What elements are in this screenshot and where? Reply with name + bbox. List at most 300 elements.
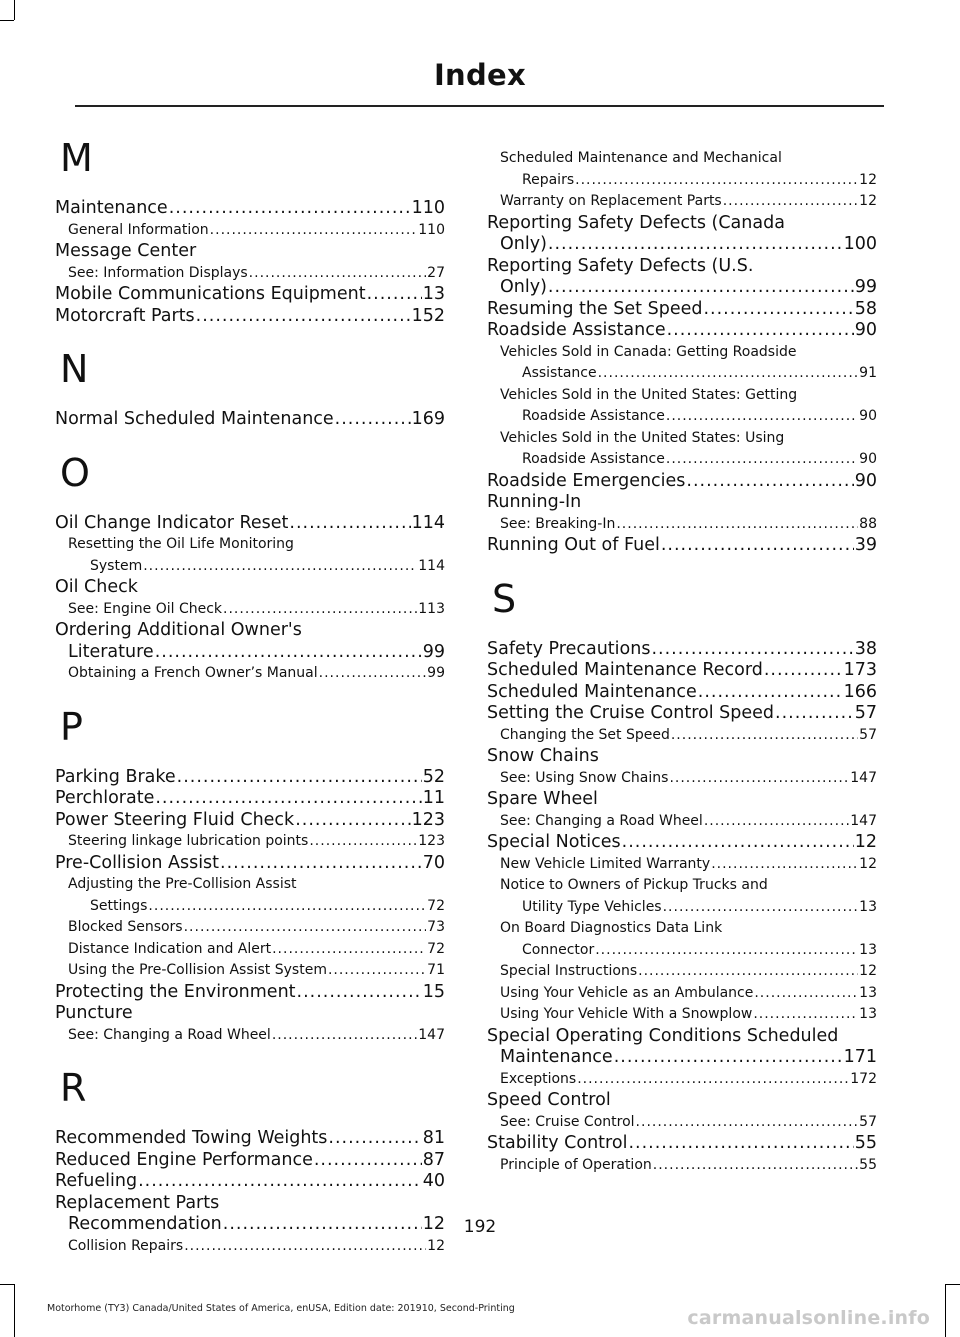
entry-term: Ordering Additional Owner's [55,620,302,640]
entry-page-number: 173 [843,660,877,680]
leader-dots [628,1133,853,1155]
leader-dots [548,277,854,299]
index-subentry [487,1069,877,1091]
entry-page-number: 57 [859,1113,877,1130]
leader-dots [249,263,427,285]
leader-dots [328,960,426,982]
section-letter: S [492,576,517,621]
index-subentry [487,1155,877,1177]
index-entry [487,213,877,256]
entry-page-number: 123 [418,833,445,849]
index-subentry [55,831,445,853]
entry-line [487,1026,877,1048]
section-letter: M [60,136,93,180]
entry-line [487,1047,877,1069]
leader-dots [669,768,849,790]
entry-term: Vehicles Sold in the United States: Getting [500,386,798,403]
entry-page-number: 13 [422,284,445,304]
entry-line [487,213,877,235]
leader-dots [616,514,858,536]
entry-term: Collision Repairs [68,1237,184,1254]
index-entry [55,1150,445,1172]
index-entry [55,853,445,875]
leader-dots [753,1004,858,1026]
crop-mark [14,0,15,20]
entry-term: Recommendation [68,1214,222,1234]
entry-line [55,241,445,263]
index-subentry [487,961,877,983]
index-entry [55,620,445,663]
leader-dots [210,220,418,242]
entry-page-number: 12 [859,193,877,209]
index-entry [55,241,445,263]
entry-page-number: 152 [411,305,445,326]
entry-term: Roadside Assistance [522,451,665,467]
leader-dots [661,535,854,557]
entry-page-number: 166 [843,681,877,702]
index-subentry [55,1236,445,1258]
entry-line [500,1112,877,1134]
leader-dots [295,810,410,832]
index-entry [55,577,445,599]
entry-term: Using the Pre-Collision Assist System [68,962,327,978]
page-number: 192 [463,1217,497,1237]
leader-dots [309,831,417,853]
section-letter: O [60,450,90,495]
entry-page-number: 13 [859,898,877,915]
entry-term: Running Out of Fuel [487,535,660,555]
entry-term: Literature [68,641,154,662]
entry-page-number: 81 [422,1128,445,1148]
entry-line [500,428,877,450]
index-entry [487,1133,877,1155]
index-entry [487,535,877,557]
index-entry [487,703,877,725]
entry-line [487,299,877,321]
index-subentry [487,875,877,918]
entry-line [500,875,877,897]
index-entry [487,299,877,321]
leader-dots [184,1236,426,1258]
index-subentry [55,960,445,982]
entry-page-number: 38 [854,638,877,659]
entry-line [55,513,445,535]
entry-term: Vehicles Sold in the United States: Using [500,429,785,446]
index-entry [487,1026,877,1069]
entry-term: See: Breaking-In [500,515,616,532]
entry-line [500,725,877,747]
entry-term: Mobile Communications Equipment [55,284,366,304]
index-entry [487,789,877,811]
entry-page-number: 27 [427,264,445,281]
index-entry [487,832,877,854]
entry-line [500,1004,877,1026]
entry-term: See: Engine Oil Check [68,600,223,617]
entry-term: Resetting the Oil Life Monitoring [68,536,294,552]
entry-page-number: 110 [411,198,445,218]
entry-line [55,577,445,599]
leader-dots [314,1150,422,1172]
entry-page-number: 39 [854,535,877,555]
index-entry [55,513,445,535]
leader-dots [764,660,843,682]
leader-dots [155,642,422,664]
index-entry [487,256,877,299]
entry-line [500,768,877,790]
entry-term: Power Steering Fluid Check [55,809,295,830]
section-letter: R [60,1066,87,1110]
index-subentry [487,768,877,790]
index-entry [55,1171,445,1193]
index-entry [55,306,445,328]
index-subentry [55,663,445,685]
entry-term: Steering linkage lubrication points [68,833,309,849]
entry-page-number: 88 [859,515,877,532]
leader-dots [297,982,422,1004]
entry-term: Warranty on Replacement Parts [500,193,722,209]
crop-mark [0,20,14,21]
entry-page-number: 114 [411,512,445,533]
entry-term: See: Information Displays [68,264,248,281]
entry-page-number: 12 [854,832,877,852]
leader-dots [155,788,421,810]
entry-line [487,535,877,557]
entry-page-number: 72 [427,897,445,914]
entry-term: Oil Check [55,577,138,597]
entry-term: Message Center [55,241,197,261]
entry-line [487,746,877,768]
entry-term: Motorcraft Parts [55,305,195,326]
entry-term: Using Your Vehicle as an Ambulance [500,984,754,1001]
crop-mark [0,1284,14,1285]
crop-mark [946,1284,960,1285]
entry-line [55,810,445,832]
leader-dots [169,198,411,220]
entry-line [500,385,877,407]
leader-dots [667,320,854,342]
entry-line [487,660,877,682]
entry-term: General Information [68,221,209,238]
entry-line [55,1128,445,1150]
leader-dots [723,191,858,213]
entry-line [68,263,445,285]
entry-term: On Board Diagnostics Data Link [500,920,723,936]
crop-mark [945,1284,946,1337]
leader-dots [220,853,422,875]
leader-dots [686,471,853,493]
index-subentry [487,342,877,385]
index-subentry [487,1112,877,1134]
entry-page-number: 12 [427,1237,445,1254]
entry-term: Spare Wheel [487,789,598,809]
leader-dots [704,811,849,833]
entry-page-number: 172 [850,1070,877,1087]
index-entry [487,492,877,514]
entry-term: Stability Control [487,1133,628,1153]
leader-dots [148,896,426,918]
index-subentry [487,191,877,213]
entry-page-number: 55 [859,1156,877,1173]
entry-page-number: 91 [859,365,877,381]
index-subentry [487,725,877,747]
entry-page-number: 99 [427,665,445,681]
leader-dots [184,917,427,939]
index-entry [487,471,877,493]
entry-page-number: 171 [843,1047,877,1067]
entry-line [500,897,877,919]
leader-dots [711,854,858,876]
index-subentry [487,148,877,191]
entry-term: Pre-Collision Assist [55,852,220,873]
entry-page-number: 11 [422,788,445,808]
index-entry [487,746,877,768]
entry-line [487,832,877,854]
entry-term: Roadside Assistance [487,320,666,340]
index-entry [55,1128,445,1150]
leader-dots [614,1047,843,1069]
entry-line [487,703,877,725]
page-title: Index [433,58,527,92]
entry-line [68,896,445,918]
entry-line [55,853,445,875]
entry-term: Connector [522,941,595,958]
index-column-right [487,148,877,1176]
leader-dots [598,363,859,385]
index-subentry [487,1004,877,1026]
entry-line [487,682,877,704]
index-entry [55,284,445,306]
entry-term: Obtaining a French Owner’s Manual [68,665,318,681]
entry-term: Adjusting the Pre-Collision Assist [68,876,297,892]
entry-line [500,983,877,1005]
leader-dots [575,170,858,192]
leader-dots [666,406,858,428]
entry-line [500,961,877,983]
index-subentry [55,599,445,621]
entry-term: Settings [90,897,148,914]
leader-dots [663,897,859,919]
entry-page-number: 58 [854,298,877,319]
entry-line [68,917,445,939]
watermark: carmanualsonline.info [687,1307,930,1329]
entry-line [55,1171,445,1193]
entry-term: Running-In [487,492,582,512]
leader-dots [703,299,853,321]
entry-line [500,449,877,471]
entry-page-number: 123 [411,809,445,830]
index-entry [487,639,877,661]
entry-page-number: 12 [859,963,877,979]
leader-dots [651,639,853,661]
entry-page-number: 71 [427,962,445,978]
leader-dots [754,983,858,1005]
entry-term: Maintenance [500,1047,613,1067]
entry-line [487,277,877,299]
entry-page-number: 72 [427,940,445,957]
entry-term: Oil Change Indicator Reset [55,512,289,533]
entry-line [500,854,877,876]
entry-line [55,306,445,328]
entry-term: New Vehicle Limited Warranty [500,855,711,872]
entry-term: Only) [500,234,547,254]
entry-page-number: 57 [854,703,877,723]
entry-term: Scheduled Maintenance Record [487,660,763,680]
entry-page-number: 114 [418,557,445,574]
index-entry [55,409,445,431]
entry-term: Changing the Set Speed [500,726,670,743]
entry-line [55,788,445,810]
entry-term: Vehicles Sold in Canada: Getting Roadside [500,343,797,360]
entry-page-number: 87 [422,1149,445,1170]
index-entry [55,767,445,789]
entry-page-number: 73 [427,919,445,935]
index-entry [487,320,877,342]
entry-line [500,170,877,192]
entry-line [500,1069,877,1091]
entry-line [68,220,445,242]
entry-term: See: Changing a Road Wheel [68,1026,271,1043]
entry-line [487,1133,877,1155]
entry-term: Puncture [55,1003,133,1023]
entry-line [55,642,445,664]
entry-term: Assistance [522,365,597,381]
index-entry [55,788,445,810]
index-subentry [487,514,877,536]
index-subentry [55,939,445,961]
entry-page-number: 90 [859,451,877,467]
entry-line [500,406,877,428]
entry-term: Roadside Assistance [522,408,665,424]
entry-page-number: 113 [418,600,445,617]
entry-term: Reduced Engine Performance [55,1149,313,1170]
entry-term: Recommended Towing Weights [55,1128,328,1148]
index-entry [55,1003,445,1025]
leader-dots [595,940,858,962]
entry-line [68,534,445,556]
entry-line [487,234,877,256]
entry-page-number: 12 [422,1214,445,1234]
entry-term: Resuming the Set Speed [487,298,703,319]
entry-page-number: 99 [422,641,445,662]
leader-dots [319,663,427,685]
entry-line [68,874,445,896]
entry-term: Replacement Parts [55,1192,220,1213]
entry-page-number: 13 [859,1006,877,1022]
leader-dots [223,599,417,621]
leader-dots [548,234,843,256]
leader-dots [328,1128,421,1150]
entry-term: Principle of Operation [500,1156,652,1173]
index-entry [487,682,877,704]
entry-term: Perchlorate [55,788,155,808]
entry-page-number: 12 [859,855,877,872]
entry-line [487,789,877,811]
entry-line [500,940,877,962]
entry-line [500,514,877,536]
entry-term: Reporting Safety Defects (Canada [487,212,785,233]
leader-dots [653,1155,858,1177]
entry-line [68,939,445,961]
entry-page-number: 99 [854,277,877,297]
entry-page-number: 147 [850,812,877,829]
entry-line [500,342,877,364]
entry-term: Scheduled Maintenance [487,681,697,702]
leader-dots [698,682,843,704]
leader-dots [335,409,411,431]
index-entry [487,1090,877,1112]
entry-page-number: 40 [422,1171,445,1191]
entry-term: Reporting Safety Defects (U.S. [487,255,754,276]
index-column-left [55,136,445,1257]
entry-page-number: 57 [859,726,877,743]
entry-line [55,1150,445,1172]
entry-page-number: 90 [854,320,877,340]
entry-line [68,663,445,685]
entry-term: Special Instructions [500,963,638,979]
entry-line [55,198,445,220]
entry-line [487,320,877,342]
leader-dots [622,832,854,854]
entry-line [487,639,877,661]
leader-dots [577,1069,849,1091]
entry-line [68,831,445,853]
leader-dots [138,1171,422,1193]
entry-term: Normal Scheduled Maintenance [55,409,334,429]
entry-term: Setting the Cruise Control Speed [487,703,774,723]
entry-line [500,363,877,385]
index-entry [55,810,445,832]
entry-line [55,982,445,1004]
entry-line [68,556,445,578]
entry-line [55,284,445,306]
index-entry [55,982,445,1004]
entry-page-number: 147 [850,769,877,786]
index-subentry [487,983,877,1005]
entry-line [500,1155,877,1177]
entry-page-number: 100 [843,234,877,254]
leader-dots [272,939,426,961]
entry-term: Speed Control [487,1090,611,1110]
entry-term: Parking Brake [55,766,176,787]
entry-term: Safety Precautions [487,638,651,659]
entry-term: Refueling [55,1171,138,1191]
leader-dots [638,961,858,983]
entry-term: Maintenance [55,198,168,218]
index-subentry [487,811,877,833]
entry-line [500,148,877,170]
section-letter: P [60,704,83,749]
index-subentry [55,917,445,939]
footer-edition-text: Motorhome (TY3) Canada/United States of America, enUSA, Edition date: 201910, Second-Printing [47,1303,515,1314]
leader-dots [143,556,417,578]
index-subentry [55,220,445,242]
entry-page-number: 90 [854,470,877,491]
entry-line [487,256,877,278]
entry-line [55,1193,445,1215]
entry-page-number: 147 [418,1026,445,1043]
entry-page-number: 15 [422,981,445,1002]
entry-page-number: 90 [859,408,877,424]
entry-term: Blocked Sensors [68,919,183,935]
entry-term: See: Using Snow Chains [500,769,669,786]
entry-term: Only) [500,277,547,297]
index-subentry [487,918,877,961]
entry-term: Roadside Emergencies [487,470,686,491]
entry-term: Using Your Vehicle With a Snowplow [500,1006,753,1022]
index-subentry [55,874,445,917]
entry-page-number: 70 [422,852,445,873]
entry-term: Special Operating Conditions Scheduled [487,1025,839,1046]
